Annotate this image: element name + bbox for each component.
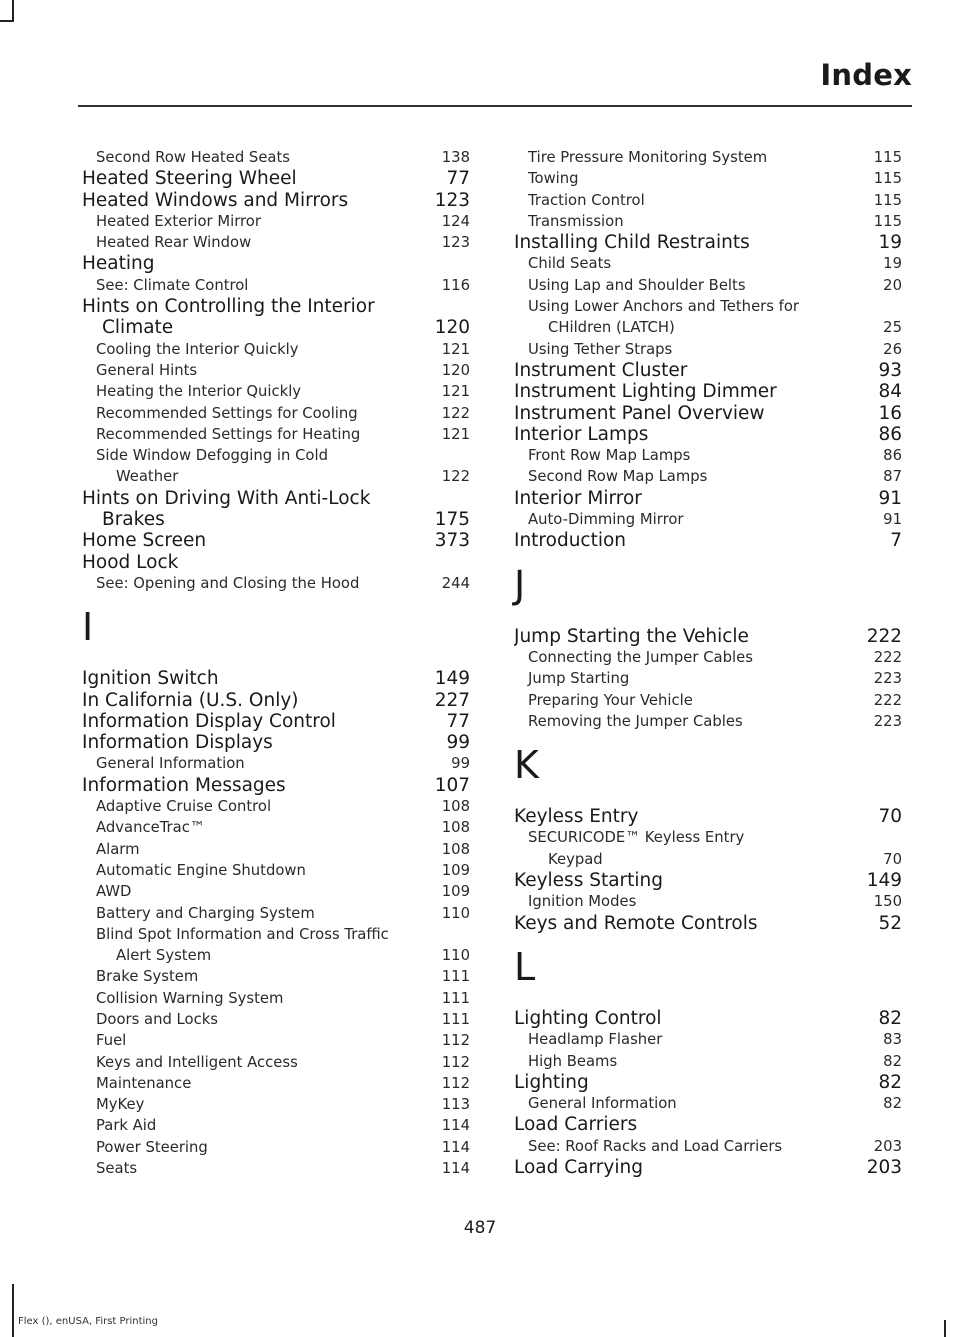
index-subentry bbox=[514, 668, 902, 689]
page-reference: 83 bbox=[883, 1031, 902, 1049]
entry-text: Traction Control bbox=[528, 191, 645, 209]
page-reference: 122 bbox=[441, 468, 470, 486]
page-reference: 108 bbox=[441, 819, 470, 837]
page-reference: 121 bbox=[441, 340, 470, 358]
entry-text: Connecting the Jumper Cables bbox=[528, 648, 753, 666]
index-subentry bbox=[82, 339, 470, 360]
entry-text: Heated Steering Wheel bbox=[82, 168, 297, 190]
index-entry-heading bbox=[82, 552, 470, 573]
entry-text: Front Row Map Lamps bbox=[528, 447, 691, 465]
crop-mark-top-left-vertical bbox=[12, 0, 14, 22]
entry-text: Fuel bbox=[96, 1032, 127, 1050]
entry-text: Instrument Lighting Dimmer bbox=[514, 381, 777, 403]
index-subentry bbox=[514, 509, 902, 530]
entry-continuation-text: CHildren (LATCH) bbox=[548, 319, 675, 337]
entry-text: Seats bbox=[96, 1160, 138, 1178]
page-reference: 113 bbox=[441, 1096, 470, 1114]
entry-text: Adaptive Cruise Control bbox=[96, 798, 272, 816]
index-entry-heading bbox=[514, 870, 902, 891]
index-section-letter: I bbox=[82, 605, 94, 650]
index-section-letter: L bbox=[514, 944, 536, 989]
entry-text: General Information bbox=[528, 1095, 677, 1113]
index-subentry bbox=[514, 168, 902, 189]
index-subentry bbox=[82, 881, 470, 902]
index-entry-heading bbox=[82, 190, 470, 211]
entry-text: Battery and Charging System bbox=[96, 904, 315, 922]
index-subentry bbox=[514, 211, 902, 232]
page-reference: 138 bbox=[441, 149, 470, 166]
entry-text: Load Carrying bbox=[514, 1156, 643, 1178]
entry-text: Lighting bbox=[514, 1071, 589, 1093]
index-subentry bbox=[82, 966, 470, 987]
index-subentry bbox=[82, 839, 470, 860]
page-reference: 82 bbox=[883, 1052, 902, 1070]
entry-text: Headlamp Flasher bbox=[528, 1031, 663, 1049]
index-entry-heading bbox=[82, 530, 470, 551]
index-subentry bbox=[514, 1093, 902, 1114]
entry-text: Power Steering bbox=[96, 1138, 208, 1156]
entry-text: Heated Rear Window bbox=[96, 234, 252, 252]
entry-text: Transmission bbox=[528, 212, 624, 230]
header-divider bbox=[78, 105, 912, 107]
index-subentry: SECURICODE™ Keyless Entry bbox=[528, 829, 745, 847]
page-reference: 222 bbox=[873, 691, 902, 709]
index-entry-continuation bbox=[82, 945, 470, 966]
page-reference: 121 bbox=[441, 425, 470, 443]
page-reference: 112 bbox=[441, 1032, 470, 1050]
index-entry-continuation bbox=[82, 466, 470, 487]
page-reference: 19 bbox=[883, 255, 902, 273]
page-reference: 222 bbox=[866, 625, 902, 647]
page-reference: 82 bbox=[878, 1007, 902, 1029]
entry-text: Interior Lamps bbox=[514, 423, 649, 445]
index-entry-heading bbox=[514, 232, 902, 253]
page-reference: 112 bbox=[441, 1074, 470, 1092]
page-reference: 124 bbox=[441, 212, 470, 230]
page-reference: 244 bbox=[441, 574, 470, 592]
page-reference: 149 bbox=[866, 870, 902, 892]
page-reference: 91 bbox=[883, 511, 902, 529]
index-subentry bbox=[514, 147, 902, 168]
entry-text: Removing the Jumper Cables bbox=[528, 712, 743, 730]
index-subentry bbox=[514, 339, 902, 360]
entry-text: Interior Mirror bbox=[514, 487, 642, 509]
index-entry-heading bbox=[514, 1157, 902, 1178]
page-reference: 108 bbox=[441, 840, 470, 858]
index-subentry bbox=[82, 360, 470, 381]
entry-text: Keys and Intelligent Access bbox=[96, 1053, 298, 1071]
index-subentry bbox=[514, 1136, 902, 1157]
page-reference: 149 bbox=[434, 668, 470, 690]
index-entry-heading bbox=[514, 360, 902, 381]
page-reference: 70 bbox=[883, 850, 902, 868]
entry-text: Maintenance bbox=[96, 1074, 192, 1092]
entry-text: See: Opening and Closing the Hood bbox=[96, 574, 360, 592]
entry-text: MyKey bbox=[96, 1096, 145, 1114]
entry-text: High Beams bbox=[528, 1052, 618, 1070]
entry-text: Keyless Starting bbox=[514, 870, 664, 892]
entry-text: Heating bbox=[82, 253, 155, 275]
index-subentry bbox=[82, 1073, 470, 1094]
entry-text: Load Carriers bbox=[514, 1114, 638, 1136]
page-reference: 223 bbox=[873, 712, 902, 730]
page-reference: 116 bbox=[441, 276, 470, 294]
page-reference: 203 bbox=[873, 1137, 902, 1155]
entry-text: Cooling the Interior Quickly bbox=[96, 340, 299, 358]
page-reference: 86 bbox=[883, 447, 902, 465]
entry-text: AWD bbox=[96, 883, 132, 901]
entry-text: Introduction bbox=[514, 530, 627, 552]
page-reference: 91 bbox=[878, 487, 902, 509]
index-subentry bbox=[82, 1030, 470, 1051]
index-entry-heading: Hints on Controlling the Interior bbox=[82, 296, 375, 318]
page-reference: 115 bbox=[873, 170, 902, 188]
page-reference: 111 bbox=[441, 989, 470, 1007]
page-reference: 109 bbox=[441, 861, 470, 879]
index-entry-heading bbox=[514, 913, 902, 934]
index-subentry bbox=[82, 424, 470, 445]
entry-text: Instrument Panel Overview bbox=[514, 402, 765, 424]
index-subentry bbox=[82, 1094, 470, 1115]
index-entry-heading bbox=[514, 1114, 902, 1135]
page-reference: 222 bbox=[873, 648, 902, 666]
index-entry-continuation bbox=[514, 317, 902, 338]
page-reference: 86 bbox=[878, 423, 902, 445]
entry-text: See: Climate Control bbox=[96, 276, 249, 294]
index-subentry bbox=[82, 275, 470, 296]
footer-text: Flex (), enUSA, First Printing bbox=[18, 1316, 158, 1327]
index-entry-heading bbox=[514, 424, 902, 445]
index-subentry: Using Lower Anchors and Tethers for bbox=[528, 298, 800, 316]
entry-text: Using Tether Straps bbox=[528, 340, 673, 358]
page-reference: 70 bbox=[878, 806, 902, 828]
page-reference: 120 bbox=[434, 317, 470, 339]
index-subentry bbox=[82, 1009, 470, 1030]
index-subentry bbox=[82, 381, 470, 402]
index-entry-heading bbox=[514, 1072, 902, 1093]
page-reference: 19 bbox=[878, 232, 902, 254]
page-reference: 111 bbox=[441, 1010, 470, 1028]
page-reference: 84 bbox=[878, 381, 902, 403]
entry-continuation-text: Brakes bbox=[102, 509, 165, 531]
entry-text: Brake System bbox=[96, 968, 199, 986]
page-reference: 93 bbox=[878, 359, 902, 381]
entry-text: Home Screen bbox=[82, 530, 207, 552]
index-subentry bbox=[82, 1158, 470, 1179]
page-reference: 82 bbox=[883, 1095, 902, 1113]
entry-text: Park Aid bbox=[96, 1117, 157, 1135]
page-reference: 115 bbox=[873, 191, 902, 209]
page-reference: 16 bbox=[878, 402, 902, 424]
entry-text: AdvanceTrac™ bbox=[96, 819, 205, 837]
entry-text: Hood Lock bbox=[82, 551, 179, 573]
index-subentry: Side Window Defogging in Cold bbox=[96, 447, 328, 465]
page-reference: 114 bbox=[441, 1138, 470, 1156]
page-reference: 115 bbox=[873, 212, 902, 230]
index-entry-heading bbox=[82, 253, 470, 274]
entry-text: Instrument Cluster bbox=[514, 359, 688, 381]
index-subentry bbox=[514, 445, 902, 466]
index-section-letter: J bbox=[514, 562, 526, 607]
index-entry-heading bbox=[514, 1008, 902, 1029]
index-column-right bbox=[514, 147, 902, 1178]
index-subentry bbox=[82, 211, 470, 232]
index-entry-heading bbox=[514, 488, 902, 509]
page-reference: 223 bbox=[873, 670, 902, 688]
page-reference: 227 bbox=[434, 689, 470, 711]
entry-text: Doors and Locks bbox=[96, 1010, 218, 1028]
page-reference: 77 bbox=[446, 710, 470, 732]
entry-text: Keys and Remote Controls bbox=[514, 912, 758, 934]
page-reference: 109 bbox=[441, 883, 470, 901]
page-reference: 52 bbox=[878, 912, 902, 934]
entry-text: Information Display Control bbox=[82, 710, 336, 732]
index-subentry bbox=[82, 1052, 470, 1073]
entry-text: Recommended Settings for Cooling bbox=[96, 404, 358, 422]
crop-mark-bottom-right-vertical bbox=[944, 1320, 946, 1337]
entry-text: Heated Windows and Mirrors bbox=[82, 189, 349, 211]
entry-text: Information Displays bbox=[82, 732, 273, 754]
index-subentry bbox=[514, 253, 902, 274]
index-subentry bbox=[82, 860, 470, 881]
index-entry-heading bbox=[514, 403, 902, 424]
index-subentry bbox=[514, 1051, 902, 1072]
index-subentry bbox=[82, 232, 470, 253]
index-entry-heading: Hints on Driving With Anti-Lock bbox=[82, 487, 371, 509]
index-subentry bbox=[82, 988, 470, 1009]
page-reference: 121 bbox=[441, 383, 470, 401]
index-subentry bbox=[82, 753, 470, 774]
index-entry-heading bbox=[82, 775, 470, 796]
page-reference: 107 bbox=[434, 774, 470, 796]
page-reference: 108 bbox=[441, 798, 470, 816]
entry-continuation-text: Keypad bbox=[548, 850, 603, 868]
entry-text: Jump Starting the Vehicle bbox=[514, 625, 749, 647]
page-reference: 115 bbox=[873, 149, 902, 166]
index-subentry bbox=[82, 1137, 470, 1158]
page-number: 487 bbox=[463, 1218, 497, 1238]
index-subentry bbox=[82, 817, 470, 838]
entry-text: Heating the Interior Quickly bbox=[96, 383, 302, 401]
index-subentry bbox=[514, 647, 902, 668]
entry-text: Automatic Engine Shutdown bbox=[96, 861, 306, 879]
index-entry-heading bbox=[82, 711, 470, 732]
entry-text: Recommended Settings for Heating bbox=[96, 425, 361, 443]
page-reference: 122 bbox=[441, 404, 470, 422]
page-reference: 99 bbox=[446, 732, 470, 754]
index-subentry bbox=[82, 1115, 470, 1136]
entry-text: Installing Child Restraints bbox=[514, 232, 750, 254]
entry-text: Second Row Map Lamps bbox=[528, 468, 708, 486]
page-reference: 20 bbox=[883, 276, 902, 294]
entry-text: Child Seats bbox=[528, 255, 612, 273]
entry-continuation-text: Climate bbox=[102, 317, 174, 339]
index-entry-heading bbox=[514, 530, 902, 551]
entry-text: Lighting Control bbox=[514, 1007, 662, 1029]
entry-text: Jump Starting bbox=[528, 670, 630, 688]
page-reference: 150 bbox=[873, 893, 902, 911]
page-reference: 110 bbox=[441, 947, 470, 965]
index-column-left bbox=[82, 147, 470, 1179]
entry-text: Tire Pressure Monitoring System bbox=[528, 149, 768, 166]
index-entry-heading bbox=[82, 732, 470, 753]
page-reference: 175 bbox=[434, 509, 470, 531]
page-title: Index bbox=[820, 58, 912, 92]
entry-text: Towing bbox=[528, 170, 579, 188]
index-entry-heading bbox=[82, 690, 470, 711]
page-reference: 25 bbox=[883, 319, 902, 337]
index-entry-continuation bbox=[82, 509, 470, 530]
index-subentry bbox=[82, 903, 470, 924]
index-subentry bbox=[514, 275, 902, 296]
page-reference: 7 bbox=[890, 530, 902, 552]
index-subentry bbox=[514, 466, 902, 487]
index-entry-continuation bbox=[82, 317, 470, 338]
page-reference: 77 bbox=[446, 168, 470, 190]
entry-text: In California (U.S. Only) bbox=[82, 689, 299, 711]
entry-text: Heated Exterior Mirror bbox=[96, 212, 261, 230]
entry-text: Using Lap and Shoulder Belts bbox=[528, 276, 746, 294]
index-subentry bbox=[82, 403, 470, 424]
entry-text: Auto-Dimming Mirror bbox=[528, 511, 684, 529]
page-reference: 87 bbox=[883, 468, 902, 486]
page-reference: 26 bbox=[883, 340, 902, 358]
entry-text: Information Messages bbox=[82, 774, 286, 796]
index-subentry bbox=[82, 573, 470, 594]
entry-text: See: Roof Racks and Load Carriers bbox=[528, 1137, 783, 1155]
index-subentry bbox=[82, 796, 470, 817]
index-subentry bbox=[514, 1029, 902, 1050]
entry-continuation-text: Weather bbox=[116, 468, 179, 486]
crop-mark-bottom-left-vertical bbox=[12, 1284, 14, 1337]
index-subentry bbox=[82, 147, 470, 168]
entry-continuation-text: Alert System bbox=[116, 947, 212, 965]
index-subentry bbox=[514, 891, 902, 912]
index-subentry bbox=[514, 690, 902, 711]
entry-text: General Information bbox=[96, 755, 245, 773]
index-entry-heading bbox=[514, 806, 902, 827]
entry-text: Ignition Switch bbox=[82, 668, 219, 690]
crop-mark-top-left-horizontal bbox=[0, 20, 14, 22]
page-reference: 112 bbox=[441, 1053, 470, 1071]
page-reference: 99 bbox=[451, 755, 470, 773]
entry-text: Second Row Heated Seats bbox=[96, 149, 291, 166]
entry-text: Alarm bbox=[96, 840, 140, 858]
page-reference: 114 bbox=[441, 1117, 470, 1135]
page-reference: 123 bbox=[434, 189, 470, 211]
index-entry-heading bbox=[514, 381, 902, 402]
page-reference: 373 bbox=[434, 530, 470, 552]
page-reference: 203 bbox=[866, 1156, 902, 1178]
page-reference: 123 bbox=[441, 234, 470, 252]
page-reference: 111 bbox=[441, 968, 470, 986]
entry-text: Preparing Your Vehicle bbox=[528, 691, 693, 709]
page-reference: 114 bbox=[441, 1160, 470, 1178]
page-reference: 82 bbox=[878, 1071, 902, 1093]
page-reference: 110 bbox=[441, 904, 470, 922]
index-entry-continuation bbox=[514, 849, 902, 870]
page-reference: 120 bbox=[441, 361, 470, 379]
entry-text: General Hints bbox=[96, 361, 198, 379]
index-subentry bbox=[514, 711, 902, 732]
entry-text: Keyless Entry bbox=[514, 806, 639, 828]
entry-text: Collision Warning System bbox=[96, 989, 284, 1007]
index-subentry bbox=[514, 190, 902, 211]
index-entry-heading bbox=[82, 668, 470, 689]
index-subentry: Blind Spot Information and Cross Traffic bbox=[96, 925, 389, 943]
index-entry-heading bbox=[514, 626, 902, 647]
index-section-letter: K bbox=[514, 743, 539, 788]
entry-text: Ignition Modes bbox=[528, 893, 637, 911]
index-entry-heading bbox=[82, 168, 470, 189]
